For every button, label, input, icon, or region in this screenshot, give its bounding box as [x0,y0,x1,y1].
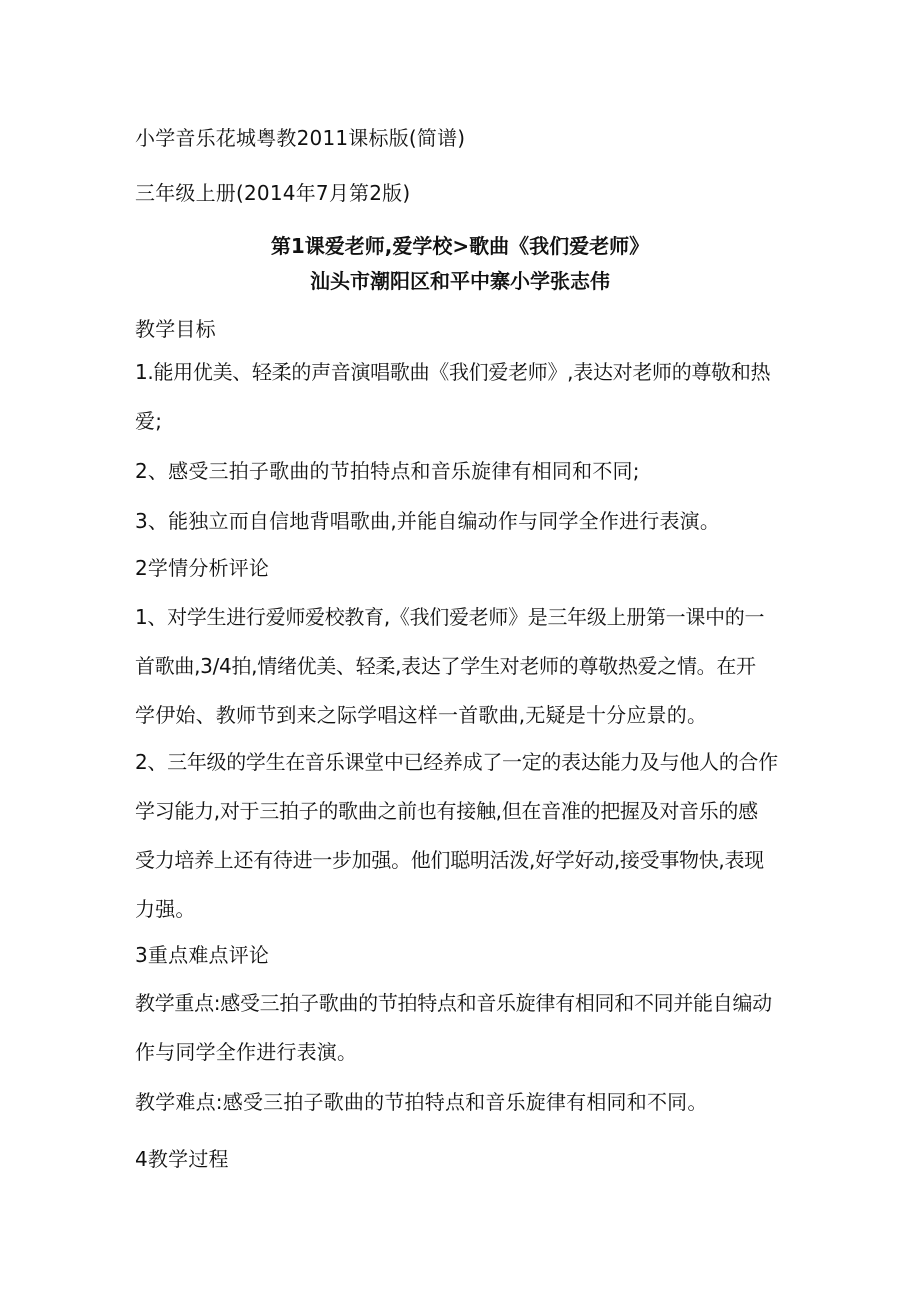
objective-item-3: 3、能独立而自信地背唱歌曲,并能自编动作与同学全作进行表演。 [135,509,721,533]
paragraph-line: 2、三年级的学生在音乐课堂中已经养成了一定的表达能力及与他人的合作 [135,750,778,774]
teaching-focus [135,979,795,1077]
paragraph-line: 学伊始、教师节到来之际学唱这样一首歌曲,无疑是十分应景的。 [135,703,708,727]
paragraph-line: 首歌曲,3/4拍,情绪优美、轻柔,表达了学生对老师的尊敬热爱之情。在开 [135,654,756,678]
section-heading-process: 4教学过程 [135,1147,229,1171]
author-line: 汕头市潮阳区和平中寨小学张志伟 [310,269,610,293]
header-line-2: 三年级上册(2014年7月第2版) [135,181,411,205]
section-heading-analysis: 2学情分析评论 [135,556,270,580]
paragraph-line: 力强。 [135,897,196,921]
paragraph-line: 作与同学全作进行表演。 [135,1040,358,1064]
objective-item-2: 2、感受三拍子歌曲的节拍特点和音乐旋律有相同和不同; [135,459,640,483]
objective-item-1 [135,348,795,446]
section-heading-focus: 3重点难点评论 [135,943,270,967]
paragraph-line: 受力培养上还有待进一步加强。他们聪明活泼,好学好动,接受事物快,表现 [135,848,764,872]
header-line-1: 小学音乐花城粤教2011课标版(简谱) [135,126,466,150]
paragraph-line: 学习能力,对于三拍子的歌曲之前也有接触,但在音准的把握及对音乐的感 [135,799,758,823]
analysis-item-2 [135,738,795,934]
lesson-title: 第1课爱老师,爱学校>歌曲《我们爱老师》 [270,234,650,258]
paragraph-line: 爱; [135,409,163,433]
paragraph-line: 1、对学生进行爱师爱校教育,《我们爱老师》是三年级上册第一课中的一 [135,605,765,629]
paragraph-line: 1.能用优美、轻柔的声音演唱歌曲《我们爱老师》,表达对老师的尊敬和热 [135,360,771,384]
paragraph-line: 教学重点:感受三拍子歌曲的节拍特点和音乐旋律有相同和不同并能自编动 [135,991,772,1015]
teaching-difficulty: 教学难点:感受三拍子歌曲的节拍特点和音乐旋律有相同和不同。 [135,1090,708,1114]
section-heading-objectives: 教学目标 [135,317,216,341]
analysis-item-1 [135,593,795,740]
